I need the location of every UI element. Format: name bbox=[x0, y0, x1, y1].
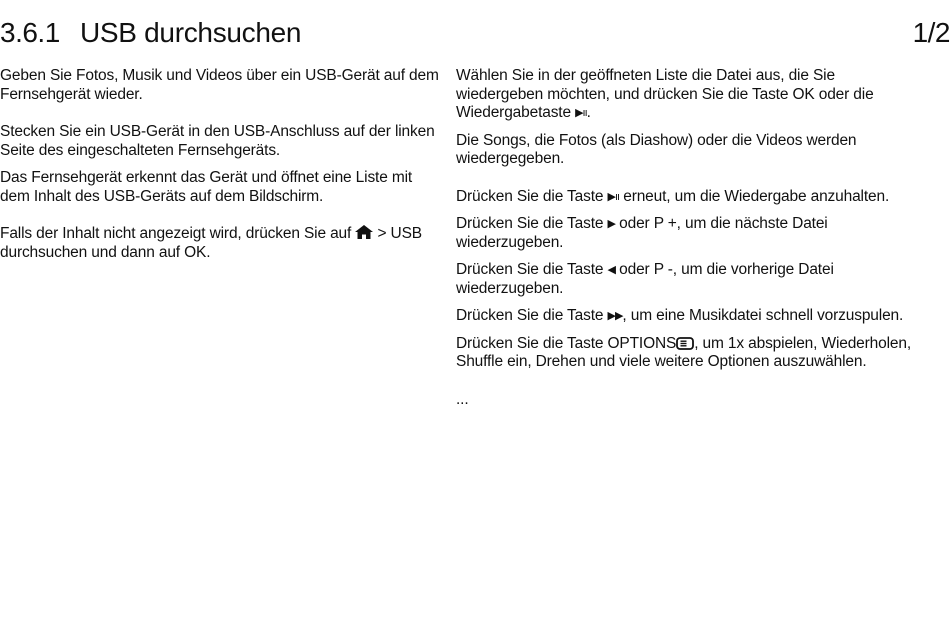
next-file-text-start: Drücken Sie die Taste bbox=[456, 215, 608, 232]
previous-file-text-end: oder P -, um die vorherige Datei wiederzugeben. bbox=[456, 261, 834, 297]
fallback-text-start: Falls der Inhalt nicht angezeigt wird, drücken Sie auf bbox=[0, 225, 356, 242]
fallback-paragraph bbox=[0, 225, 440, 262]
pause-text-end: erneut, um die Wiedergabe anzuhalten. bbox=[619, 187, 890, 205]
continuation-ellipsis: ... bbox=[456, 390, 469, 408]
next-file-paragraph bbox=[456, 215, 916, 252]
next-file-text-end: oder P +, um die nächste Datei wiederzugeben. bbox=[456, 215, 828, 251]
right-column bbox=[456, 67, 916, 409]
section-title: USB durchsuchen bbox=[80, 17, 302, 48]
previous-file-text-start: Drücken Sie die Taste bbox=[456, 261, 608, 278]
play-pause-icon: ▶ıı bbox=[607, 190, 620, 203]
fast-forward-paragraph bbox=[456, 307, 916, 326]
page-header bbox=[0, 14, 950, 54]
home-icon bbox=[355, 225, 373, 239]
previous-file-paragraph bbox=[456, 261, 916, 298]
pause-text-start: Drücken Sie die Taste bbox=[456, 187, 608, 205]
playback-paragraph: Die Songs, die Fotos (als Diashow) oder die Videos werden wiedergegeben. bbox=[456, 131, 857, 167]
fast-forward-text-start: Drücken Sie die Taste bbox=[456, 307, 608, 324]
left-column bbox=[0, 67, 440, 262]
detect-paragraph: Das Fernsehgerät erkennt das Gerät und öffnet eine Liste mit dem Inhalt des USB-Geräts auf dem Bildschirm. bbox=[0, 169, 413, 205]
fast-forward-text-end: , um eine Musikdatei schnell vorzuspulen. bbox=[622, 307, 904, 324]
options-text-end: , um 1x abspielen, Wiederholen, Shuffle ein, Drehen und viele weitere Optionen auszuwählen. bbox=[456, 334, 911, 370]
intro-paragraph: Geben Sie Fotos, Musik und Videos über ein USB-Gerät auf dem Fernsehgerät wieder. bbox=[0, 67, 439, 103]
section-number: 3.6.1 bbox=[0, 17, 60, 48]
options-icon bbox=[676, 337, 694, 350]
options-text-start: Drücken Sie die Taste OPTIONS bbox=[456, 334, 677, 352]
fast-forward-icon: ▶▶ bbox=[607, 310, 623, 322]
select-file-text-start: Wählen Sie in der geöffneten Liste die Datei aus, die Sie wiedergeben möchten, und drücken Sie die Taste OK oder die Wiedergabetaste bbox=[456, 67, 874, 121]
play-pause-icon: ▶ıı bbox=[575, 107, 587, 119]
pause-paragraph bbox=[456, 188, 916, 207]
select-file-text-end: . bbox=[586, 104, 591, 121]
options-paragraph bbox=[456, 335, 916, 372]
previous-icon: ◀ bbox=[607, 264, 615, 276]
play-icon: ▶ bbox=[607, 218, 615, 230]
connect-paragraph: Stecken Sie ein USB-Gerät in den USB-Anschluss auf der linken Seite des eingeschalteten Fernsehgeräts. bbox=[0, 123, 435, 159]
page-indicator: 1/2 bbox=[912, 17, 950, 48]
fallback-text-end: > USB durchsuchen und dann auf OK. bbox=[0, 225, 422, 261]
select-file-paragraph bbox=[456, 67, 916, 123]
